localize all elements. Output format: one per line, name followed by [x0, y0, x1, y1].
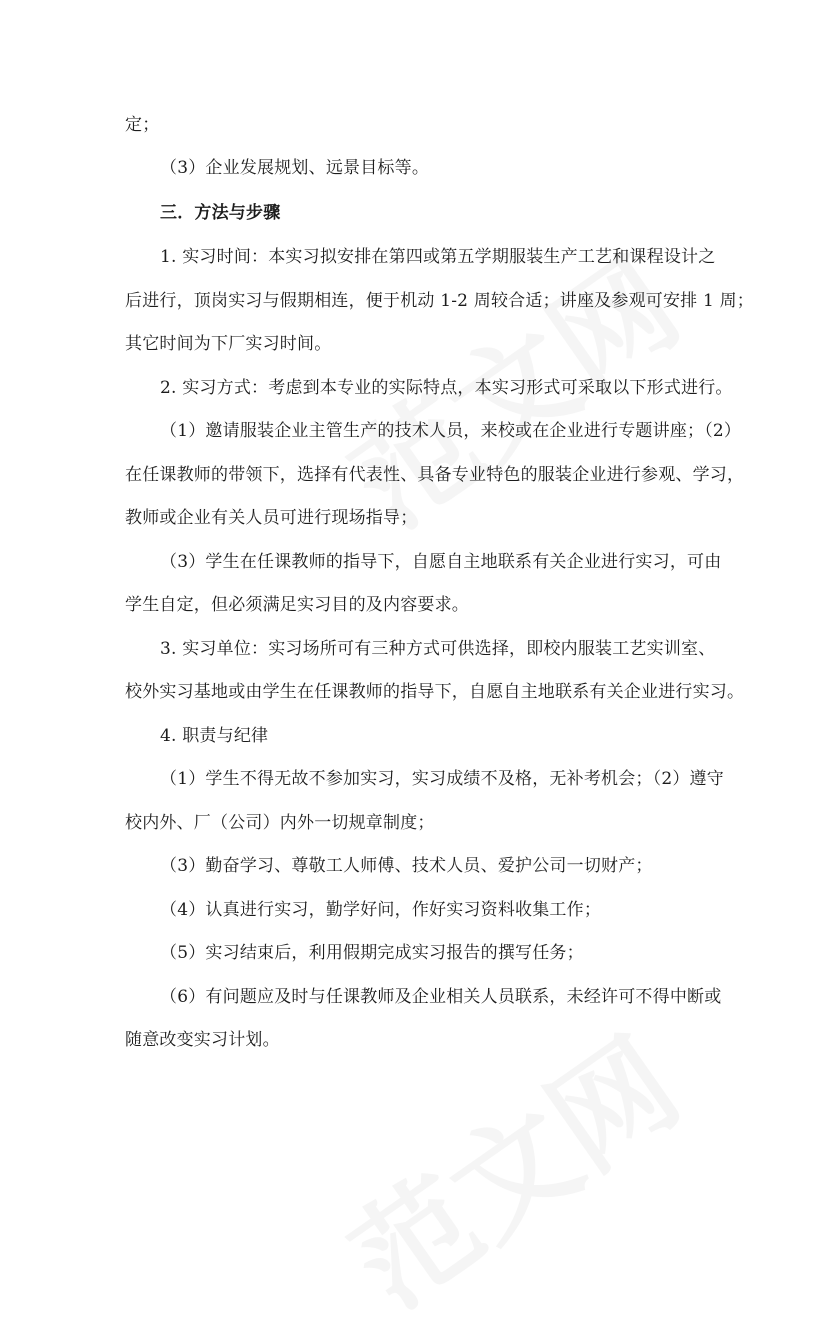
- paragraph-line: 其它时间为下厂实习时间。: [125, 334, 332, 354]
- paragraph-line: 定；: [125, 115, 160, 135]
- section-heading: 三．方法与步骤: [160, 203, 281, 223]
- paragraph-line: 3. 实习单位：实习场所可有三种方式可供选择，即校内服装工艺实训室、: [160, 639, 716, 659]
- paragraph-line: 4. 职责与纪律: [160, 726, 269, 746]
- paragraph-line: （3）勤奋学习、尊敬工人师傅、技术人员、爱护公司一切财产；: [160, 856, 653, 876]
- paragraph-line: 1. 实习时间：本实习拟安排在第四或第五学期服装生产工艺和课程设计之: [160, 247, 716, 267]
- paragraph-line: 在任课教师的带领下，选择有代表性、具备专业特色的服装企业进行参观、学习，: [125, 465, 745, 485]
- paragraph-line: （4）认真进行实习，勤学好问，作好实习资料收集工作；: [160, 900, 602, 920]
- paragraph-line: 后进行，顶岗实习与假期相连，便于机动 1-2 周较合适；讲座及参观可安排 1 周；: [125, 291, 755, 311]
- paragraph-line: （3）学生在任课教师的指导下，自愿自主地联系有关企业进行实习，可由: [160, 552, 722, 572]
- paragraph-line: 学生自定，但必须满足实习目的及内容要求。: [125, 595, 469, 615]
- paragraph-line: （1）邀请服装企业主管生产的技术人员，来校或在企业进行专题讲座；（2）: [160, 421, 742, 441]
- paragraph-line: 校内外、厂（公司）内外一切规章制度；: [125, 813, 435, 833]
- paragraph-line: 校外实习基地或由学生在任课教师的指导下，自愿自主地联系有关企业进行实习。: [125, 682, 745, 702]
- paragraph-line: 2. 实习方式：考虑到本专业的实际特点，本实习形式可采取以下形式进行。: [160, 378, 733, 398]
- paragraph-line: （3）企业发展规划、远景目标等。: [160, 158, 430, 178]
- paragraph-line: 教师或企业有关人员可进行现场指导；: [125, 508, 418, 528]
- watermark: [313, 992, 707, 1339]
- paragraph-line: （5）实习结束后，利用假期完成实习报告的撰写任务；: [160, 943, 584, 963]
- paragraph-line: （6）有问题应及时与任课教师及企业相关人员联系，未经许可不得中断或: [160, 987, 722, 1007]
- paragraph-line: （1）学生不得无故不参加实习，实习成绩不及格，无补考机会；（2）遵守: [160, 769, 724, 789]
- paragraph-line: 随意改变实习计划。: [125, 1030, 280, 1050]
